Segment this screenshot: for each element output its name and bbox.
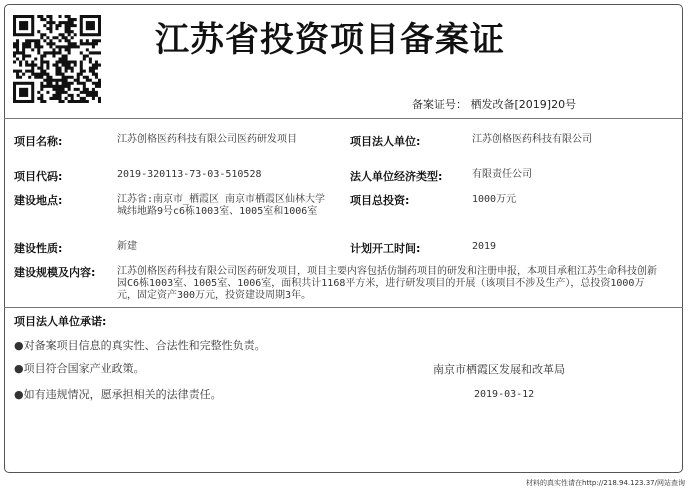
scale-label: 建设规模及内容: bbox=[14, 266, 96, 279]
certificate-frame bbox=[4, 4, 683, 473]
nature-value: 新建 bbox=[117, 241, 137, 252]
commitment-item: ●项目符合国家产业政策。 bbox=[14, 362, 145, 375]
start-time-value: 2019 bbox=[472, 241, 497, 252]
project-code-value: 2019-320113-73-03-510528 bbox=[117, 169, 262, 180]
divider-top bbox=[4, 118, 683, 119]
qr-code-icon bbox=[13, 15, 101, 103]
issuing-authority: 南京市栖霞区发展和改革局 bbox=[433, 363, 565, 376]
commitment-item: ●对备案项目信息的真实性、合法性和完整性负责。 bbox=[14, 339, 266, 352]
total-investment-label: 项目总投资: bbox=[350, 194, 410, 207]
commitment-heading: 项目法人单位承诺: bbox=[14, 315, 107, 328]
footer-note: 材料的真实性请在http://218.94.123.37/网站查询 bbox=[525, 479, 685, 487]
total-investment-value: 1000万元 bbox=[472, 194, 517, 205]
scale-value: 江苏创格医药科技有限公司医药研发项目，项目主要内容包括仿制药项目的研发和注册申报，本项目承租江苏生命科技创新园C6栋1003室、1005室、1006室，面积共计1168平方米，进行研发项目的开展（该项目不涉及生产），总投资1000万元，固定资产300万元，投资建设周期3年。 bbox=[117, 266, 657, 301]
nature-label: 建设性质: bbox=[14, 242, 63, 255]
commitment-item: ●如有违规情况，愿承担相关的法律责任。 bbox=[14, 388, 222, 401]
project-name-label: 项目名称: bbox=[14, 135, 63, 148]
location-label: 建设地点: bbox=[14, 194, 63, 207]
start-time-label: 计划开工时间: bbox=[350, 242, 421, 255]
legal-entity-value: 江苏创格医药科技有限公司 bbox=[472, 134, 592, 145]
entity-type-value: 有限责任公司 bbox=[472, 169, 532, 180]
certificate-title: 江苏省投资项目备案证 bbox=[155, 20, 505, 60]
issue-date: 2019-03-12 bbox=[474, 389, 535, 400]
project-name-value: 江苏创格医药科技有限公司医药研发项目 bbox=[117, 134, 297, 145]
project-code-label: 项目代码: bbox=[14, 170, 63, 183]
record-number: 备案证号： 栖发改备[2019]20号 bbox=[412, 98, 577, 111]
location-value: 江苏省:南京市_栖霞区 南京市栖霞区仙林大学城纬地路9号c6栋1003室、1005室和1006室 bbox=[117, 194, 326, 217]
legal-entity-label: 项目法人单位: bbox=[350, 135, 421, 148]
entity-type-label: 法人单位经济类型: bbox=[350, 170, 443, 183]
divider-middle bbox=[4, 307, 683, 308]
